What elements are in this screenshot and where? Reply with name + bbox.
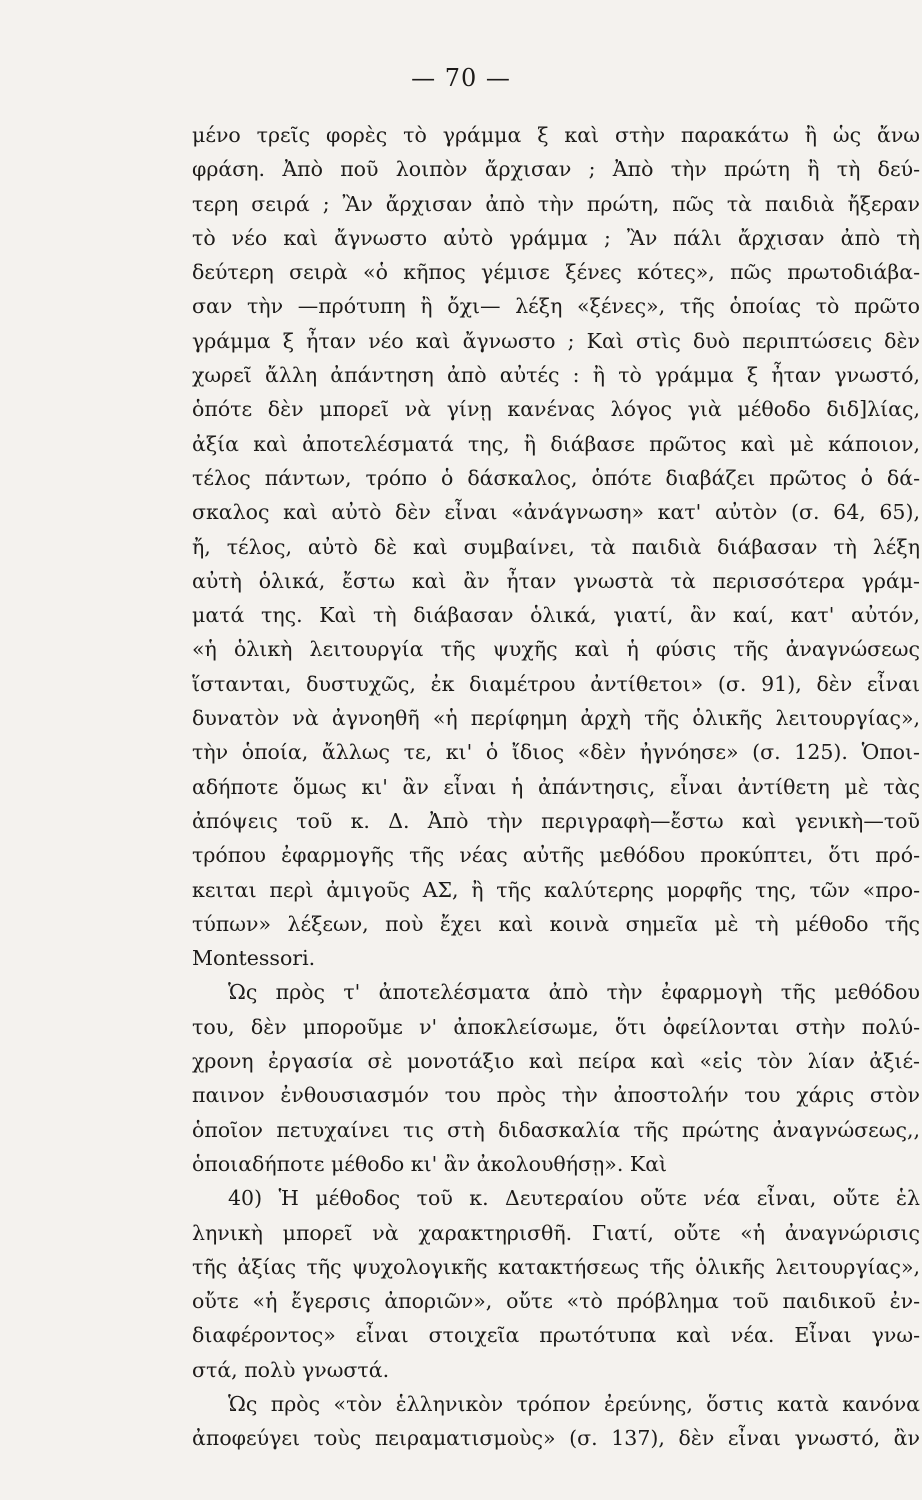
page-number: — 70 — [411, 64, 511, 92]
text-line: μένο τρεῖς φορὲς τὸ γράμμα ξ καὶ στὴν παρακάτω ἢ ὡς ἄνω [192, 123, 920, 147]
text-line: δυνατὸν νὰ ἀγνοηθῆ «ἡ περίφημη ἀρχὴ τῆς ὁλικῆς λειτουργίας», [192, 706, 920, 731]
text-line: τὸ νέο καὶ ἄγνωστο αὐτὸ γράμμα ; Ἂν πάλι ἄρχισαν ἀπὸ τὴ [192, 225, 920, 250]
body-text [192, 118, 920, 1456]
text-line: κειται περὶ ἀμιγοῦς ΑΣ, ἢ τῆς καλύτερης μορφῆς της, τῶν «προ- [192, 877, 920, 902]
text-line: αδήποτε ὅμως κι' ἂν εἶναι ἡ ἀπάντησις, εἶναι ἀντίθετη μὲ τὰς [192, 774, 920, 799]
text-line: του, δὲν μποροῦμε ν' ἀποκλείσωμε, ὅτι ὀφείλονται στὴν πολύ- [192, 1014, 920, 1039]
text-line: φράση. Ἀπὸ ποῦ λοιπὸν ἄρχισαν ; Ἀπὸ τὴν πρώτη ἢ τὴ δεύ- [192, 157, 920, 182]
text-line: Montessori. [192, 946, 316, 971]
text-line: παινον ἐνθουσιασμόν του πρὸς τὴν ἀποστολήν του χάρις στὸν [192, 1083, 920, 1108]
text-line: σαν τὴν —πρότυπη ἢ ὄχι— λέξη «ξένες», τῆς ὁποίας τὸ πρῶτο [192, 294, 920, 319]
text-line: ὁποιαδήποτε μέθοδο κι' ἂν ἀκολουθήσῃ». Καὶ [192, 1151, 668, 1176]
text-line: γράμμα ξ ἦταν νέο καὶ ἄγνωστο ; Καὶ στὶς δυὸ περιπτώσεις δὲν [192, 328, 920, 353]
text-line: αὐτὴ ὁλικά, ἔστω καὶ ἂν ἦταν γνωστὰ τὰ περισσότερα γράμ- [192, 568, 920, 593]
text-line: ὁπότε δὲν μπορεῖ νὰ γίνῃ κανένας λόγος γιὰ μέθοδο διδ]λίας, [192, 397, 920, 422]
text-line: σκαλος καὶ αὐτὸ δὲν εἶναι «ἀνάγνωση» κατ' αὐτὸν (σ. 64, 65), [192, 500, 920, 525]
text-line: ὁποῖον πετυχαίνει τις στὴ διδασκαλία τῆς πρώτης ἀναγνώσεως,, [192, 1117, 920, 1142]
text-line: 40) Ἡ μέθοδος τοῦ κ. Δευτεραίου οὔτε νέα εἶναι, οὔτε ἑλ [228, 1186, 920, 1211]
text-line: ἵστανται, δυστυχῶς, ἐκ διαμέτρου ἀντίθετοι» (σ. 91), δὲν εἶναι [192, 671, 920, 696]
text-line: Ὡς πρὸς «τὸν ἑλληνικὸν τρόπον ἐρεύνης, ὅστις κατὰ κανόνα [228, 1391, 920, 1416]
text-line: ἀξία καὶ ἀποτελέσματά της, ἢ διάβασε πρῶτος καὶ μὲ κάποιον, [192, 431, 920, 456]
text-line: «ἡ ὁλικὴ λειτουργία τῆς ψυχῆς καὶ ἡ φύσις τῆς ἀναγνώσεως [192, 637, 920, 662]
text-line: ἀποφεύγει τοὺς πειραματισμοὺς» (σ. 137), δὲν εἶναι γνωστό, ἂν [192, 1426, 920, 1451]
text-line: οὔτε «ἡ ἔγερσις ἀποριῶν», οὔτε «τὸ πρόβλημα τοῦ παιδικοῦ ἐν- [192, 1289, 920, 1314]
text-line: τὴν ὁποία, ἄλλως τε, κι' ὁ ἴδιος «δὲν ἠγνόησε» (σ. 125). Ὁποι- [192, 740, 920, 765]
text-line: δεύτερη σειρὰ «ὁ κῆπος γέμισε ξένες κότες», πῶς πρωτοδιάβα- [192, 260, 920, 285]
text-line: χωρεῖ ἄλλη ἀπάντηση ἀπὸ αὐτές : ἢ τὸ γράμμα ξ ἦταν γνωστό, [192, 363, 920, 388]
text-line: ἀπόψεις τοῦ κ. Δ. Ἀπὸ τὴν περιγραφὴ—ἔστω καὶ γενικὴ—τοῦ [192, 808, 920, 833]
text-line: τύπων» λέξεων, ποὺ ἔχει καὶ κοινὰ σημεῖα μὲ τὴ μέθοδο τῆς [192, 911, 920, 936]
text-line: χρονη ἐργασία σὲ μονοτάξιο καὶ πείρα καὶ «εἰς τὸν λίαν ἀξιέ- [192, 1049, 920, 1074]
text-line: ἤ, τέλος, αὐτὸ δὲ καὶ συμβαίνει, τὰ παιδιὰ διάβασαν τὴ λέξη [192, 534, 920, 559]
text-line: ματά της. Καὶ τὴ διάβασαν ὁλικά, γιατί, ἂν καί, κατ' αὐτόν, [192, 603, 920, 628]
text-line: τέλος πάντων, τρόπο ὁ δάσκαλος, ὁπότε διαβάζει πρῶτος ὁ δά- [192, 465, 920, 490]
text-line: στά, πολὺ γνωστά. [192, 1357, 390, 1382]
text-line: διαφέροντος» εἶναι στοιχεῖα πρωτότυπα καὶ νέα. Εἶναι γνω- [192, 1323, 920, 1348]
text-line: τῆς ἀξίας τῆς ψυχολογικῆς κατακτήσεως τῆς ὁλικῆς λειτουργίας», [192, 1254, 920, 1279]
text-line: τερη σειρά ; Ἂν ἄρχισαν ἀπὸ τὴν πρώτη, πῶς τὰ παιδιὰ ἤξεραν [192, 191, 920, 216]
text-line: τρόπου ἐφαρμογῆς τῆς νέας αὐτῆς μεθόδου προκύπτει, ὅτι πρό- [192, 843, 920, 868]
text-line: ληνικὴ μπορεῖ νὰ χαρακτηρισθῆ. Γιατί, οὔτε «ἡ ἀναγνώρισις [192, 1220, 920, 1245]
text-line: Ὡς πρὸς τ' ἀποτελέσματα ἀπὸ τὴν ἐφαρμογὴ τῆς μεθόδου [228, 980, 920, 1005]
